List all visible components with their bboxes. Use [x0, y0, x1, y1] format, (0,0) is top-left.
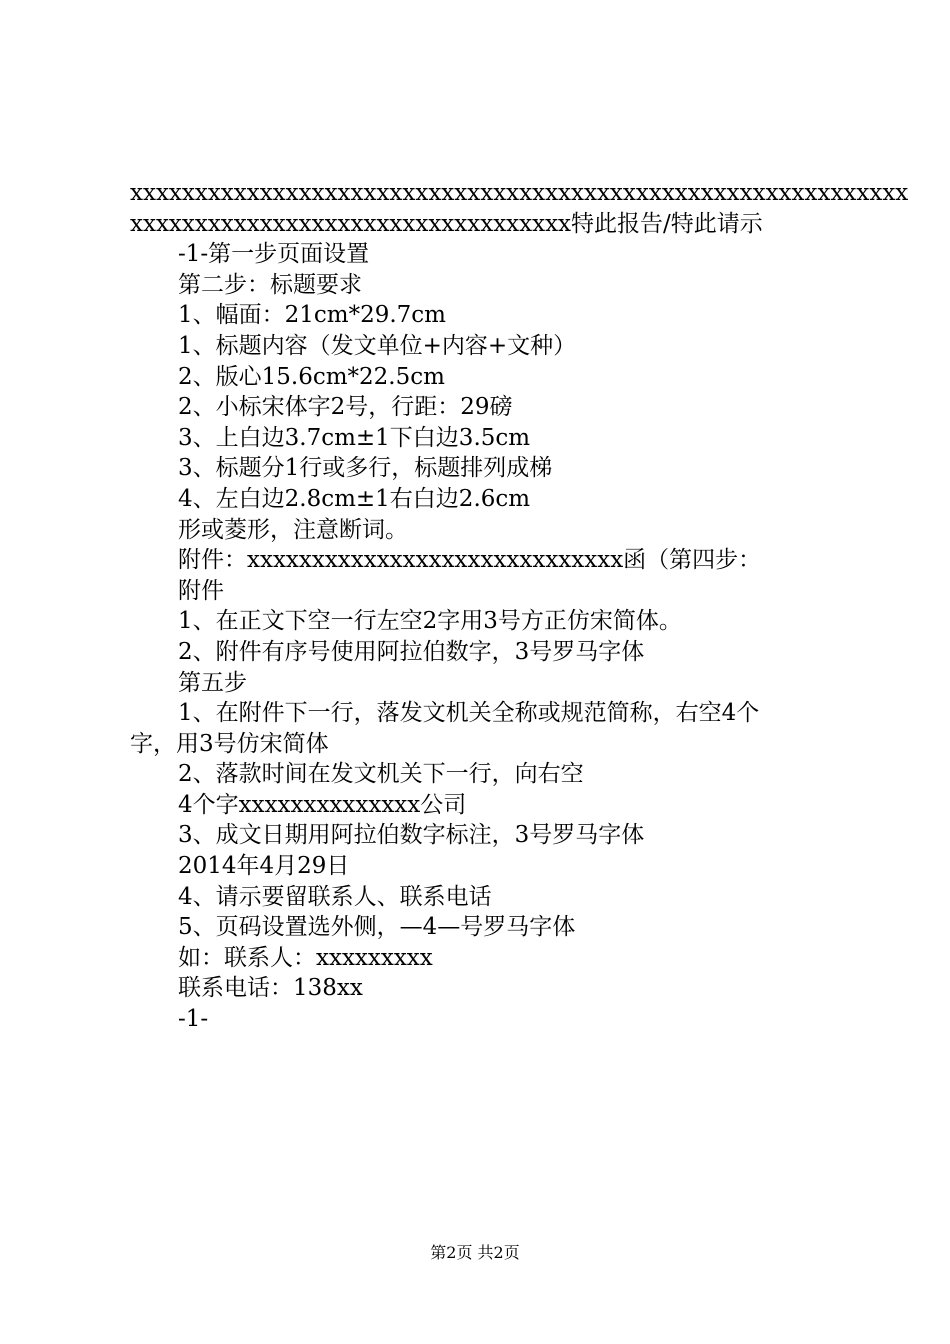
text-line-9: 3、上白边3.7cm±1下白边3.5cm — [178, 424, 531, 451]
text-line-25: 5、页码设置选外侧，—4—号罗马字体 — [178, 914, 576, 941]
text-line-24: 4、请示要留联系人、联系电话 — [178, 883, 492, 910]
text-line-20: 2、落款时间在发文机关下一行，向右空 — [178, 761, 584, 788]
text-line-14: 附件 — [178, 577, 224, 604]
text-line-10: 3、标题分1行或多行，标题排列成梯 — [178, 455, 553, 482]
page-footer — [0, 1243, 950, 1263]
document-body — [130, 178, 909, 1035]
text-line-2: xxxxxxxxxxxxxxxxxxxxxxxxxxxxxxxxxx特此报告/特此请示 — [130, 210, 763, 237]
text-line-15: 1、在正文下空一行左空2字用3号方正仿宋简体。 — [178, 608, 682, 635]
text-line-22: 3、成文日期用阿拉伯数字标注，3号罗马字体 — [178, 822, 645, 849]
text-line-13: 附件：xxxxxxxxxxxxxxxxxxxxxxxxxxxxx函（第四步： — [178, 547, 762, 574]
text-line-8: 2、小标宋体字2号，行距：29磅 — [178, 394, 513, 421]
text-line-21: 4个字xxxxxxxxxxxxxx公司 — [178, 791, 467, 818]
text-line-6: 1、标题内容（发文单位+内容+文种） — [178, 332, 577, 359]
text-line-3: -1-第一步页面设置 — [178, 241, 370, 268]
text-line-12: 形或菱形，注意断词。 — [178, 516, 408, 543]
text-line-1: xxxxxxxxxxxxxxxxxxxxxxxxxxxxxxxxxxxxxxxxxxxxxxxxxxxxxxxxxxxx — [130, 180, 909, 206]
text-line-11: 4、左白边2.8cm±1右白边2.6cm — [178, 485, 531, 512]
text-line-7: 2、版心15.6cm*22.5cm — [178, 363, 445, 390]
text-line-4: 第二步：标题要求 — [178, 271, 362, 298]
text-line-28: -1- — [178, 1006, 209, 1033]
text-line-16: 2、附件有序号使用阿拉伯数字，3号罗马字体 — [178, 638, 645, 665]
page-number-label: 第2页 共2页 — [430, 1243, 520, 1262]
text-line-26: 如：联系人：xxxxxxxxx — [178, 944, 433, 971]
text-line-27: 联系电话：138xx — [178, 975, 363, 1002]
text-line-17: 第五步 — [178, 669, 247, 696]
text-line-23: 2014年4月29日 — [178, 853, 350, 880]
text-line-19: 字，用3号仿宋简体 — [130, 730, 329, 757]
text-line-5: 1、幅面：21cm*29.7cm — [178, 302, 446, 329]
text-line-18: 1、在附件下一行，落发文机关全称或规范简称，右空4个 — [178, 700, 760, 727]
